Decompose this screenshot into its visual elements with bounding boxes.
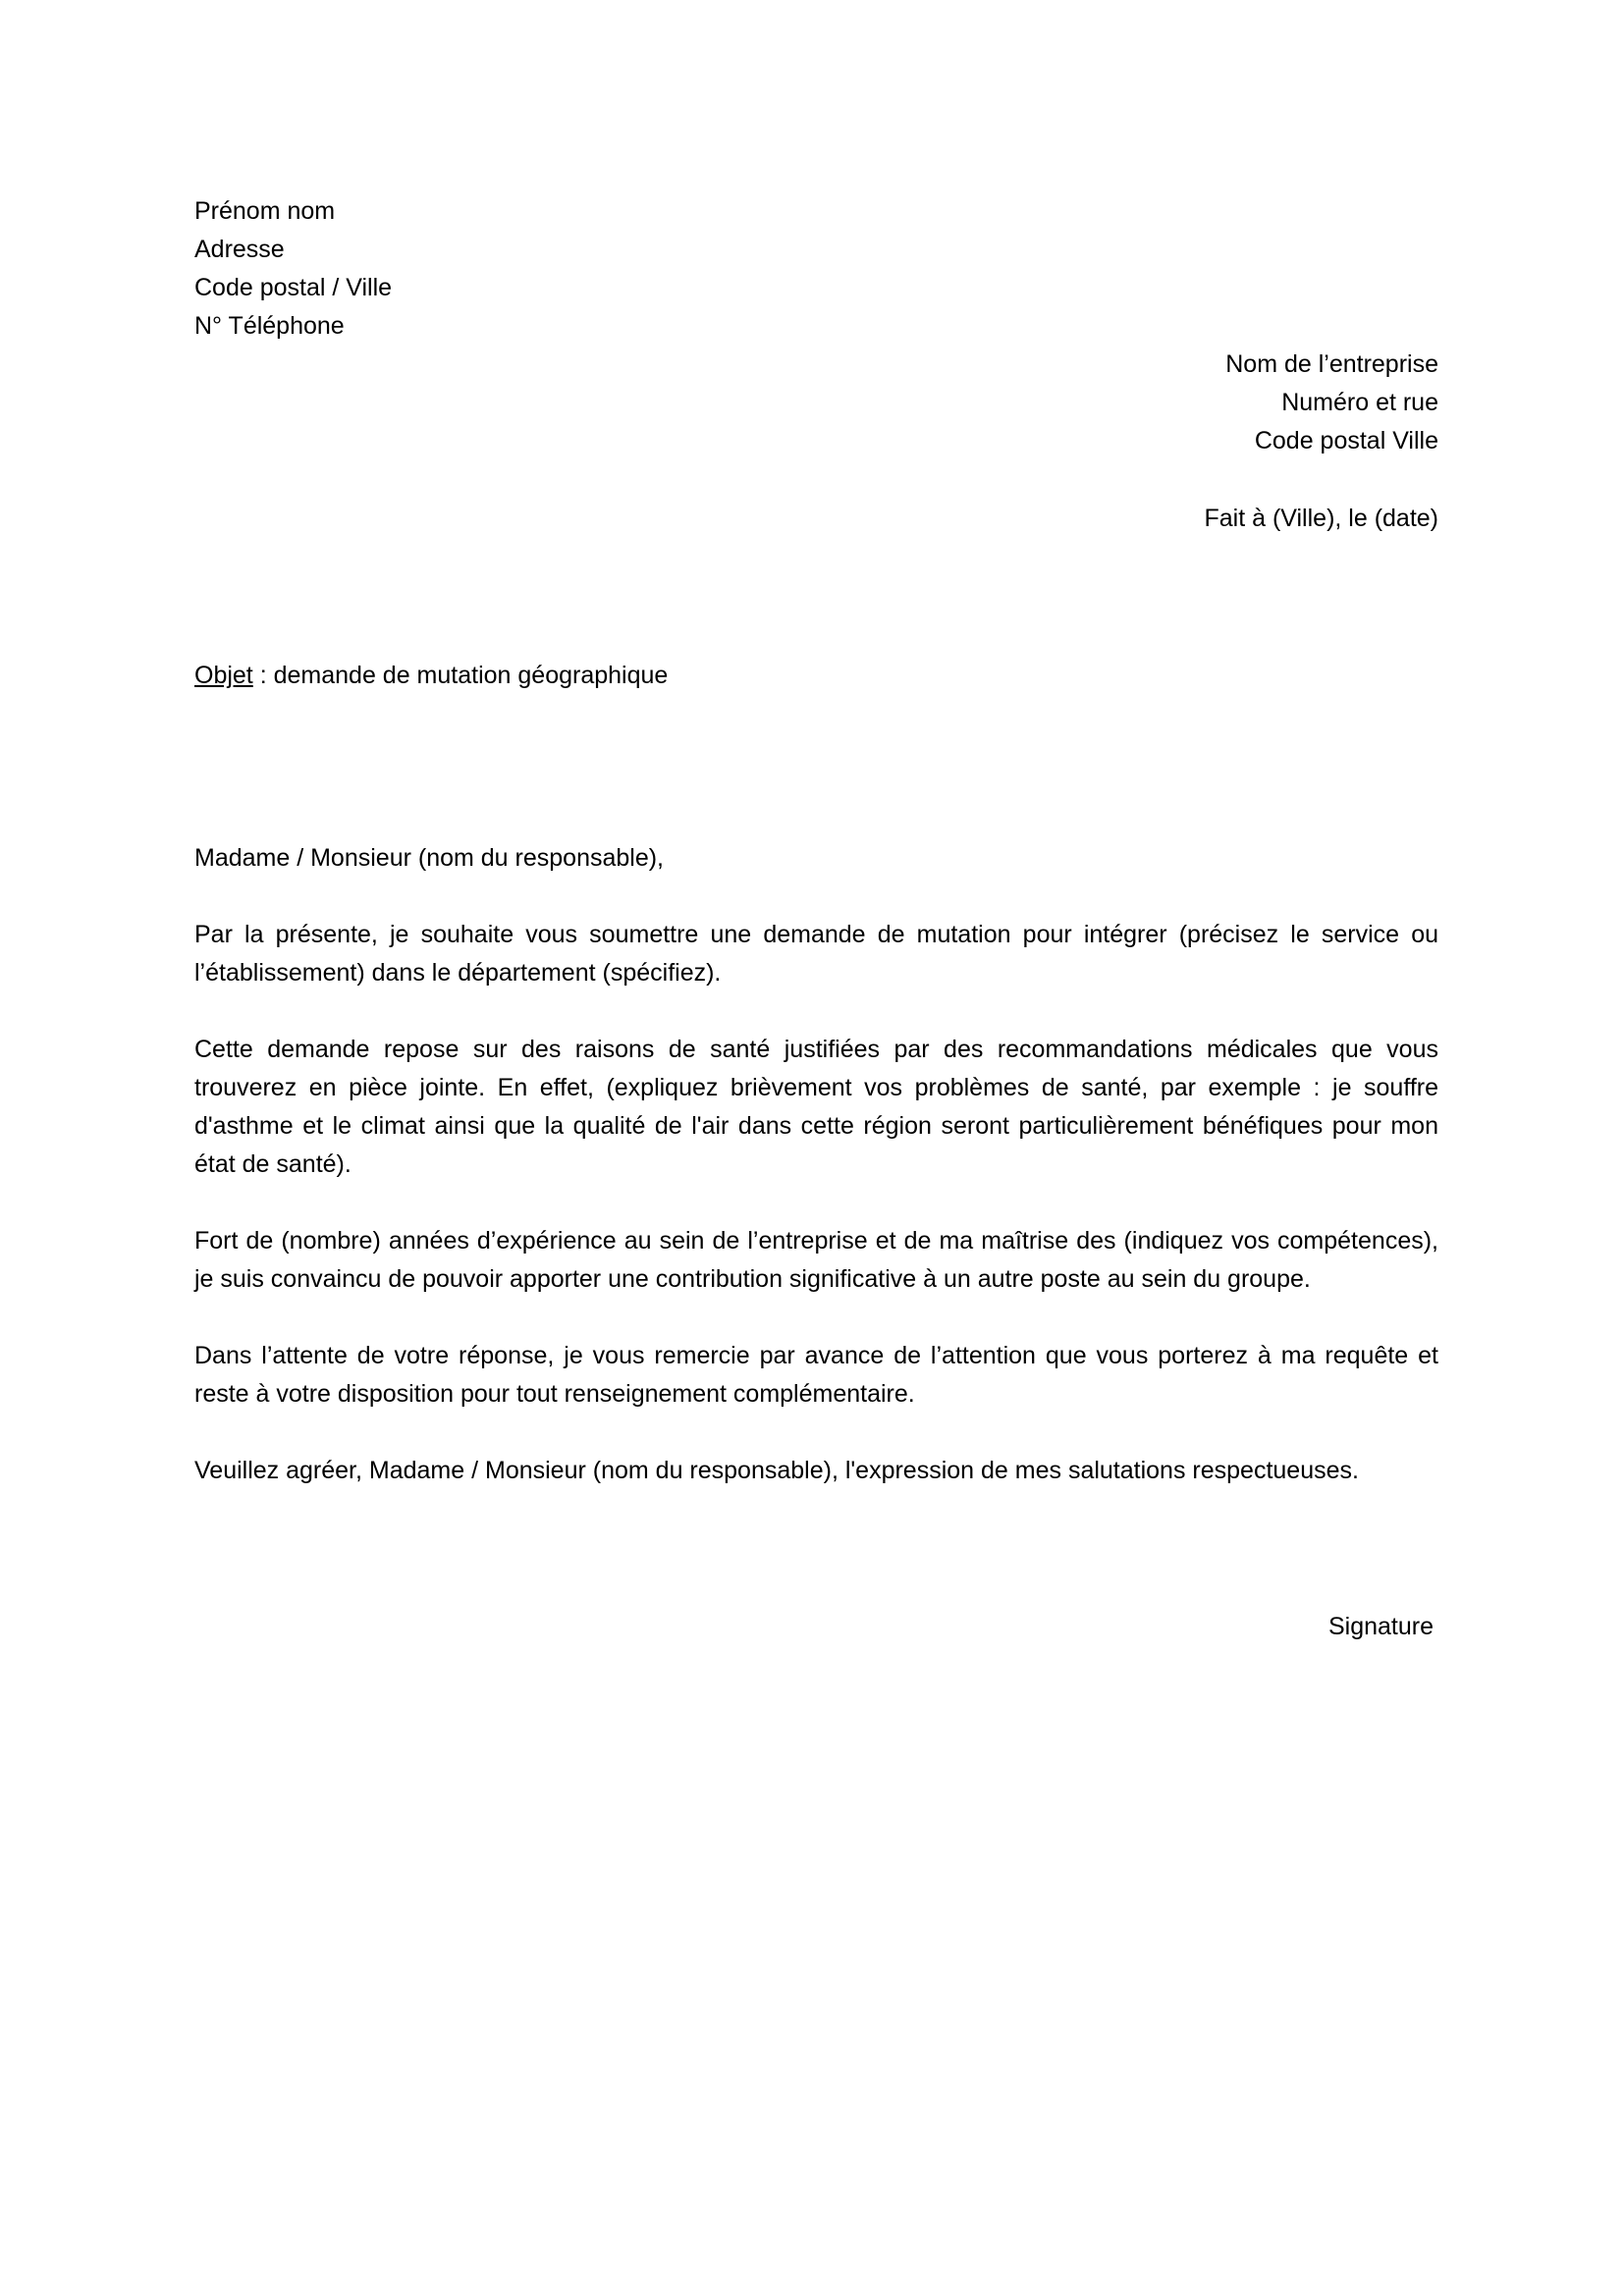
recipient-block: [194, 346, 1438, 460]
subject-label: Objet: [194, 662, 253, 689]
sender-block: [194, 192, 1438, 346]
paragraph: Cette demande repose sur des raisons de santé justifiées par des recommandations médicales que vous trouverez en pièce jointe. En effet, (expliquez brièvement vos problèmes de santé, par exemple : je souffre d'asthme et le climat ainsi que la qualité de l'air dans cette région seront particulièrement bénéfiques pour mon état de santé).: [194, 1036, 1438, 1178]
subject-line: [194, 657, 1438, 695]
recipient-city: Code postal Ville: [1254, 427, 1438, 454]
paragraph: Dans l’attente de votre réponse, je vous remercie par avance de l’attention que vous porterez à ma requête et reste à votre disposition pour tout renseignement complémentaire.: [194, 1342, 1438, 1408]
sender-city: Code postal / Ville: [194, 274, 393, 301]
sender-phone: N° Téléphone: [194, 312, 345, 340]
closing-formula: Veuillez agréer, Madame / Monsieur (nom du responsable), l'expression de mes salutations respectueuses.: [194, 1457, 1359, 1484]
recipient-street: Numéro et rue: [1281, 389, 1438, 416]
signature: Signature: [1327, 1613, 1434, 1640]
letter-body: [194, 192, 1438, 1646]
sender-address: Adresse: [194, 236, 285, 263]
date-line: Fait à (Ville), le (date): [1204, 505, 1438, 532]
salutation: Madame / Monsieur (nom du responsable),: [194, 844, 665, 872]
sender-name: Prénom nom: [194, 197, 336, 225]
paragraph: Fort de (nombre) années d’expérience au sein de l’entreprise et de ma maîtrise des (indiquez vos compétences), je suis convaincu de pouvoir apporter une contribution significative à un autre poste au sein du groupe.: [194, 1227, 1438, 1293]
recipient-company: Nom de l’entreprise: [1225, 350, 1438, 378]
subject-separator: :: [252, 662, 274, 689]
paragraph: Par la présente, je souhaite vous soumettre une demande de mutation pour intégrer (précisez le service ou l’établissement) dans le département (spécifiez).: [194, 921, 1438, 987]
subject-text: demande de mutation géographique: [273, 662, 669, 689]
